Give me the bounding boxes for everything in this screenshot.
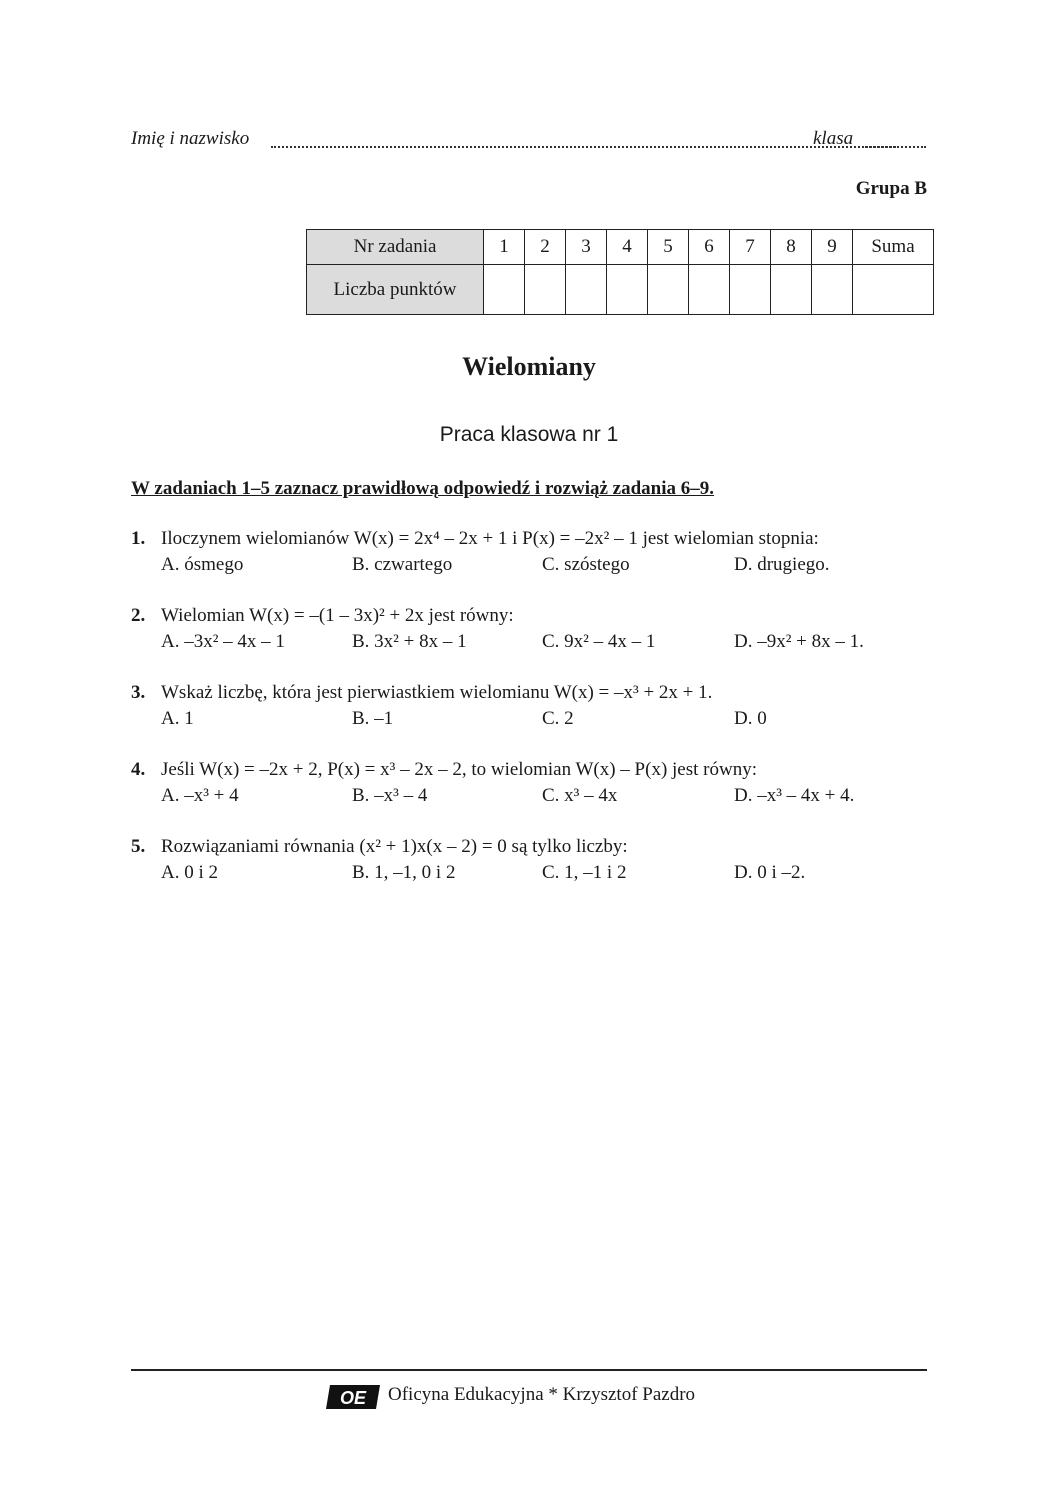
- task-item: [131, 605, 931, 657]
- answer-option[interactable]: B. czwartego: [352, 554, 453, 575]
- task-number-cell: 8: [771, 230, 812, 265]
- score-table-points-row: [307, 265, 934, 315]
- answer-option[interactable]: A. –x³ + 4: [161, 785, 239, 806]
- logo-text: OE: [339, 1388, 367, 1408]
- answer-option[interactable]: A. 1: [161, 708, 194, 729]
- task-number-cell: 6: [689, 230, 730, 265]
- footer-divider: [131, 1369, 927, 1371]
- answer-option[interactable]: D. drugiego.: [734, 554, 830, 575]
- task-number-cell: 3: [566, 230, 607, 265]
- answer-option[interactable]: C. szóstego: [542, 554, 630, 575]
- points-label: Liczba punktów: [307, 265, 484, 315]
- task-question: Wielomian W(x) = –(1 – 3x)² + 2x jest równy:: [161, 605, 514, 626]
- task-number: 1.: [131, 528, 146, 549]
- page-title: Wielomiany: [462, 352, 596, 381]
- answer-option[interactable]: D. 0: [734, 708, 767, 729]
- task-question: Iloczynem wielomianów W(x) = 2x⁴ – 2x + 1 i P(x) = –2x² – 1 jest wielomian stopnia:: [161, 528, 819, 549]
- publisher-name: Oficyna Edukacyjna * Krzysztof Pazdro: [388, 1384, 696, 1405]
- task-number-cell: 4: [607, 230, 648, 265]
- points-cell[interactable]: [566, 265, 607, 315]
- answer-option[interactable]: C. 1, –1 i 2: [542, 862, 627, 883]
- points-cell[interactable]: [648, 265, 689, 315]
- class-label: klasa: [813, 128, 854, 149]
- score-table: [306, 229, 934, 315]
- points-cell[interactable]: [812, 265, 853, 315]
- answer-option[interactable]: C. 2: [542, 708, 574, 729]
- task-number: 5.: [131, 836, 146, 857]
- task-number: 3.: [131, 682, 146, 703]
- task-number-cell: 7: [730, 230, 771, 265]
- task-item: [131, 759, 931, 811]
- answer-option[interactable]: B. 1, –1, 0 i 2: [352, 862, 456, 883]
- score-table-header-row: [307, 230, 934, 265]
- points-cell[interactable]: [730, 265, 771, 315]
- task-item: [131, 528, 931, 580]
- answer-option[interactable]: A. 0 i 2: [161, 862, 218, 883]
- answer-option[interactable]: B. –1: [352, 708, 394, 729]
- publisher-logo-icon: [326, 1385, 380, 1409]
- task-item: [131, 682, 931, 734]
- points-sum-cell[interactable]: [853, 265, 934, 315]
- task-number-cell: 1: [484, 230, 525, 265]
- task-question: Wskaż liczbę, która jest pierwiastkiem wielomianu W(x) = –x³ + 2x + 1.: [161, 682, 713, 703]
- name-label: Imię i nazwisko: [131, 128, 250, 149]
- class-input-line[interactable]: [862, 128, 926, 148]
- task-number-cell: 5: [648, 230, 689, 265]
- answer-option[interactable]: A. –3x² – 4x – 1: [161, 631, 285, 652]
- name-class-line: [131, 128, 927, 154]
- instruction: W zadaniach 1–5 zaznacz prawidłową odpowiedź i rozwiąż zadania 6–9.: [131, 478, 715, 499]
- task-question: Jeśli W(x) = –2x + 2, P(x) = x³ – 2x – 2, to wielomian W(x) – P(x) jest równy:: [161, 759, 757, 780]
- answer-option[interactable]: C. x³ – 4x: [542, 785, 618, 806]
- answer-option[interactable]: D. 0 i –2.: [734, 862, 806, 883]
- answer-option[interactable]: D. –x³ – 4x + 4.: [734, 785, 855, 806]
- points-cell[interactable]: [484, 265, 525, 315]
- task-number-cell: 9: [812, 230, 853, 265]
- answer-option[interactable]: B. 3x² + 8x – 1: [352, 631, 467, 652]
- sum-label: Suma: [853, 230, 934, 265]
- answer-option[interactable]: D. –9x² + 8x – 1.: [734, 631, 864, 652]
- points-cell[interactable]: [607, 265, 648, 315]
- task-number: 4.: [131, 759, 146, 780]
- task-number-label: Nr zadania: [307, 230, 484, 265]
- task-question: Rozwiązaniami równania (x² + 1)x(x – 2) = 0 są tylko liczby:: [161, 836, 628, 857]
- task-number: 2.: [131, 605, 146, 626]
- task-item: [131, 836, 931, 888]
- points-cell[interactable]: [771, 265, 812, 315]
- answer-option[interactable]: A. ósmego: [161, 554, 244, 575]
- points-cell[interactable]: [689, 265, 730, 315]
- points-cell[interactable]: [525, 265, 566, 315]
- name-input-line[interactable]: [271, 128, 896, 148]
- answer-option[interactable]: B. –x³ – 4: [352, 785, 428, 806]
- page-subtitle: Praca klasowa nr 1: [439, 423, 619, 446]
- task-number-cell: 2: [525, 230, 566, 265]
- group-label: Grupa B: [855, 178, 927, 199]
- answer-option[interactable]: C. 9x² – 4x – 1: [542, 631, 656, 652]
